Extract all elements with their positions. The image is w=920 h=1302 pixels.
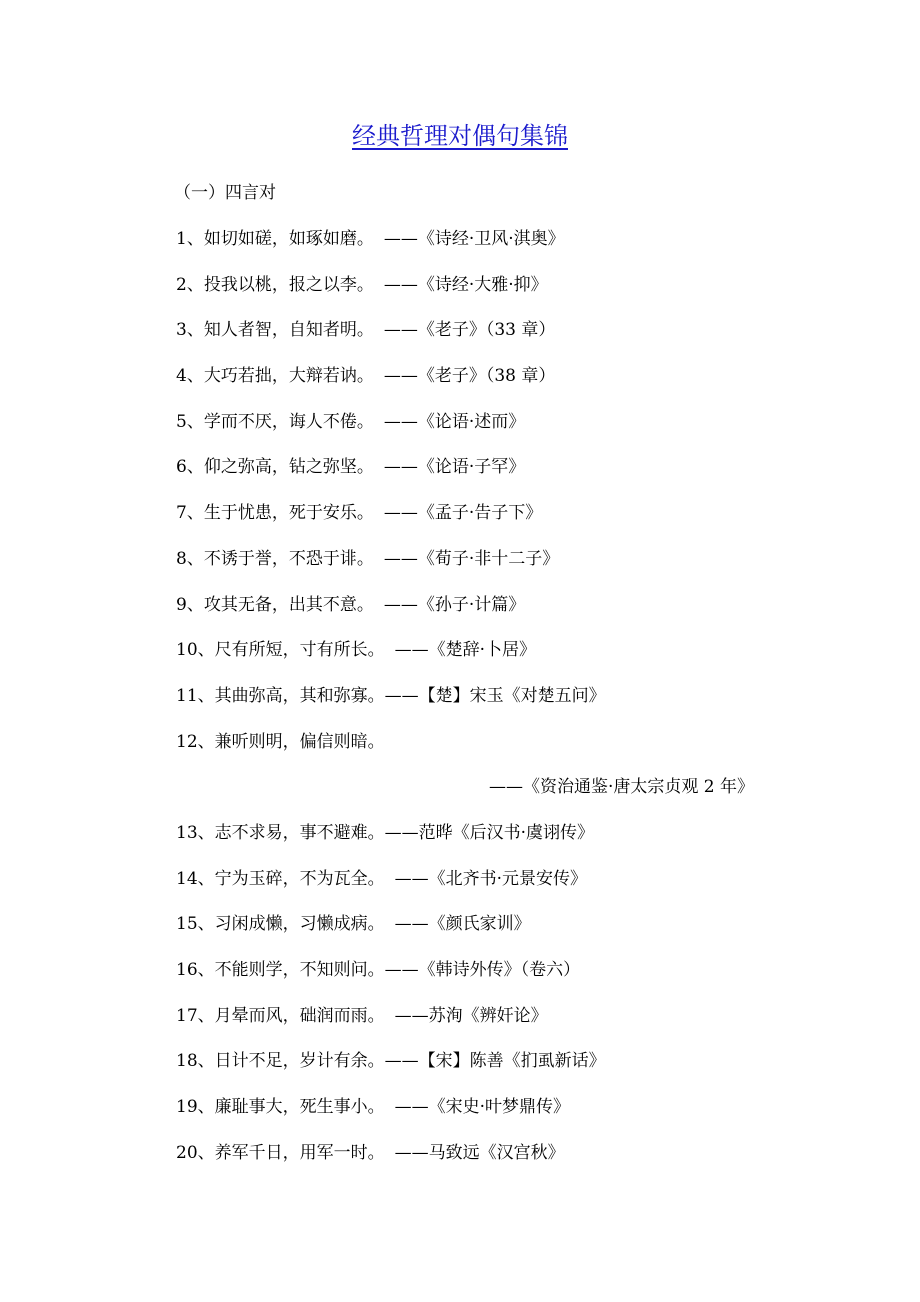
- list-item: [176, 957, 776, 1003]
- couplet-text: 6、仰之弥高，钻之弥坚。: [176, 457, 374, 478]
- list-item: [176, 729, 776, 820]
- couplet-source: ——《诗经·大雅·抑》: [383, 274, 548, 295]
- couplet-source: ——《论语·述而》: [383, 411, 526, 432]
- couplet-source: ——《楚辞·卜居》: [394, 640, 537, 661]
- list-item: [176, 1048, 776, 1094]
- list-item: [176, 1094, 776, 1140]
- couplet-source: ——《资治通鉴·唐太宗贞观 2 年》: [488, 777, 754, 798]
- couplet-text: 2、投我以桃，报之以李。: [176, 274, 374, 295]
- couplet-source: ——《宋史·叶梦鼎传》: [394, 1097, 571, 1118]
- list-item: [176, 454, 776, 500]
- list-item: [176, 272, 776, 318]
- couplet-text: 18、日计不足，岁计有余。: [176, 1051, 385, 1072]
- couplet-source: ——苏洵《辨奸论》: [394, 1005, 548, 1026]
- couplet-text: 19、廉耻事大，死生事小。: [176, 1097, 385, 1118]
- couplet-source: ——马致远《汉宫秋》: [394, 1142, 565, 1163]
- couplet-text: 9、攻其无备，出其不意。: [176, 594, 374, 615]
- list-item: [176, 637, 776, 683]
- section-heading: （一）四言对: [174, 183, 276, 203]
- couplet-text: 20、养军千日，用军一时。: [176, 1142, 385, 1163]
- list-item: [176, 409, 776, 455]
- couplet-text: 1、如切如磋，如琢如磨。: [176, 229, 374, 249]
- couplet-source: ——《孙子·计篇》: [383, 594, 526, 615]
- list-item: [176, 820, 776, 866]
- couplet-text: 4、大巧若拙，大辩若讷。: [176, 366, 374, 387]
- couplet-source: ——《韩诗外传》（卷六）: [384, 960, 581, 981]
- couplet-text: 13、志不求易，事不避难。: [176, 822, 385, 843]
- couplet-source: ——《颜氏家训》: [394, 914, 531, 935]
- list-item: [176, 911, 776, 957]
- couplet-text: 7、生于忧患，死于安乐。: [176, 503, 374, 524]
- couplet-text: 17、月晕而风，础润而雨。: [176, 1005, 385, 1026]
- couplet-text: 11、其曲弥高，其和弥寡。: [176, 685, 385, 706]
- couplet-source: ——《论语·子罕》: [383, 457, 526, 478]
- couplet-text: 5、学而不厌，诲人不倦。: [176, 411, 374, 432]
- couplet-text: 12、兼听则明，偏信则暗。: [176, 731, 385, 752]
- couplet-text: 14、宁为玉碎，不为瓦全。: [176, 868, 385, 889]
- couplet-source: ——《诗经·卫风·淇奥》: [383, 229, 565, 249]
- couplet-text: 16、不能则学，不知则问。: [176, 960, 385, 981]
- couplet-text: 10、尺有所短，寸有所长。: [176, 640, 385, 661]
- couplet-source: ——《老子》（33 章）: [383, 320, 556, 341]
- list-item: [176, 317, 776, 363]
- list-item: [176, 866, 776, 912]
- list-item: [176, 683, 776, 729]
- list-item: [176, 363, 776, 409]
- couplet-source: ——《老子》（38 章）: [383, 366, 556, 387]
- couplet-text: 3、知人者智，自知者明。: [176, 320, 374, 341]
- couplet-source: ——《荀子·非十二子》: [383, 548, 560, 569]
- couplet-text: 15、习闲成懒，习懒成病。: [176, 914, 385, 935]
- couplet-source: ——【楚】宋玉《对楚五问》: [384, 685, 606, 706]
- couplet-list: [176, 226, 776, 1185]
- list-item: [176, 592, 776, 638]
- couplet-source: ——《孟子·告子下》: [383, 503, 543, 524]
- page-title: 经典哲理对偶句集锦: [352, 122, 568, 150]
- list-item: [176, 546, 776, 592]
- couplet-text: 8、不诱于誉，不恐于诽。: [176, 548, 374, 569]
- couplet-source: ——【宋】陈善《扪虱新话》: [384, 1051, 606, 1072]
- list-item: [176, 226, 776, 272]
- couplet-source: ——范晔《后汉书·虞诩传》: [384, 822, 595, 843]
- couplet-source: ——《北齐书·元景安传》: [394, 868, 588, 889]
- list-item: [176, 1140, 776, 1186]
- list-item: [176, 500, 776, 546]
- list-item: [176, 1003, 776, 1049]
